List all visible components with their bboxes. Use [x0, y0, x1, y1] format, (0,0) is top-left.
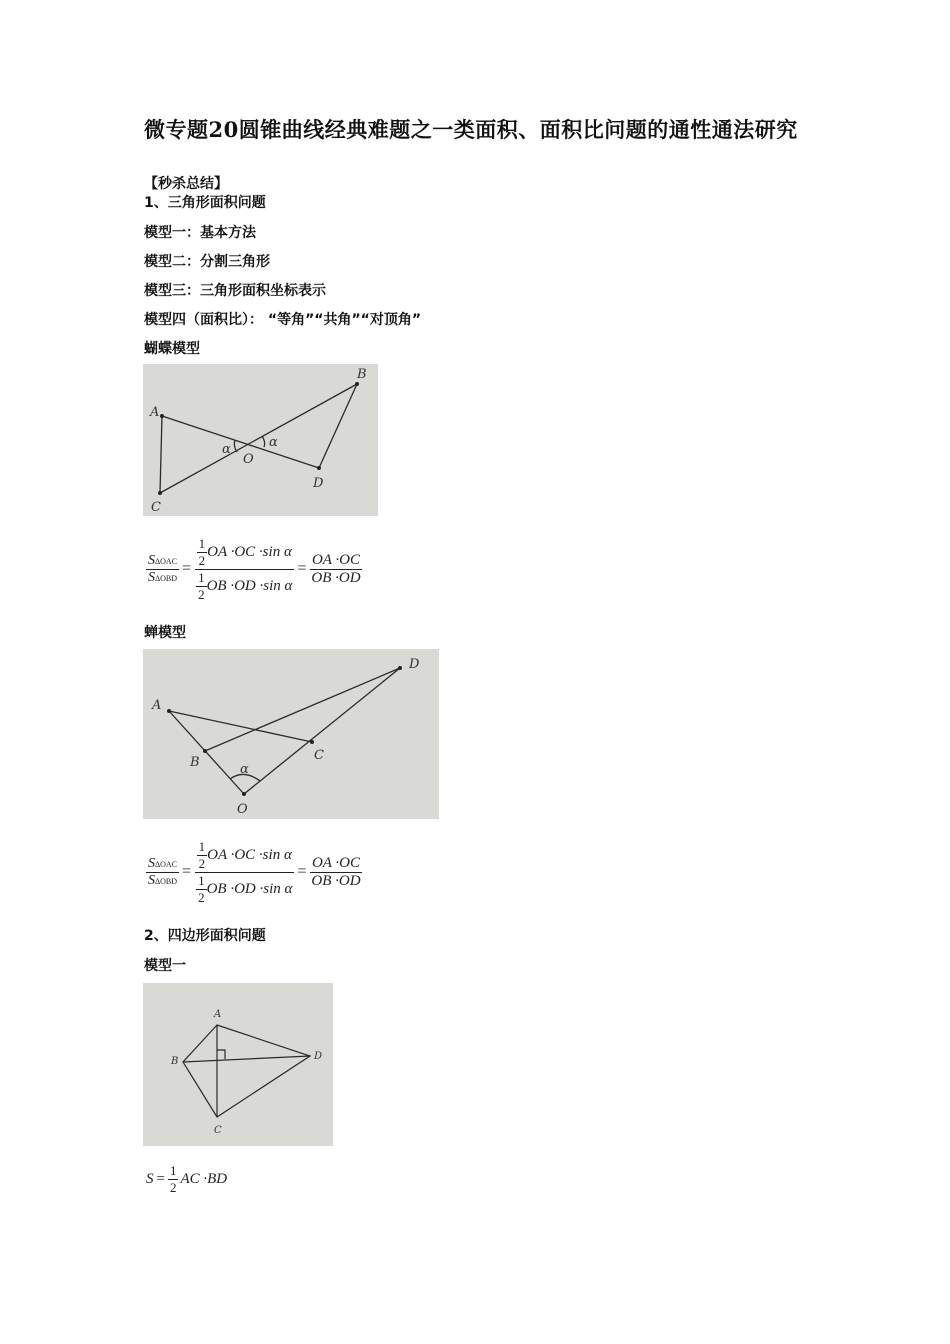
- label-B: B: [171, 1056, 179, 1067]
- butterfly-model-label: 蝴蝶模型: [144, 341, 200, 357]
- quadrilateral-figure: [143, 983, 333, 1146]
- page-title: 微专题20圆锥曲线经典难题之一类面积、面积比问题的通性通法研究: [144, 117, 798, 142]
- heading-quadrilateral-area: 2、四边形面积问题: [144, 928, 266, 944]
- cicada-figure: [143, 649, 439, 819]
- segment-BD: [205, 668, 400, 751]
- segment-AC: [160, 416, 162, 493]
- model-4-label: 模型四（面积比）： “等角”“共角”“对顶角”: [144, 312, 422, 328]
- model-3-label: 模型三：三角形面积坐标表示: [144, 283, 326, 299]
- heading-triangle-area: 1、三角形面积问题: [144, 195, 266, 211]
- quad-model-1-label: 模型一: [144, 958, 186, 974]
- label-alpha: α: [240, 762, 249, 777]
- diagonal-BD: [183, 1056, 310, 1062]
- segment-AD: [162, 416, 319, 468]
- cicada-model-label: 蝉模型: [144, 625, 186, 641]
- label-B: B: [357, 367, 367, 382]
- segment-BD: [319, 384, 357, 468]
- label-C: C: [314, 748, 324, 763]
- label-C: C: [151, 500, 161, 515]
- label-C: C: [214, 1125, 222, 1136]
- section-tag: 【秒杀总结】: [144, 176, 228, 192]
- label-D: D: [314, 1051, 323, 1062]
- segment-AC: [169, 711, 312, 742]
- cicada-area-ratio-formula: $\frac{\text{SΔOAC}}{\text{SΔOBD}}$ = $\frac{1}{2}$ OA ·OC ·sin α $\frac{1}{2}$ OB ·OD ·sin α = $\frac{OA \cdot OC}{OB \cdot OD}$: [148, 838, 361, 905]
- angle-arc-right: [262, 436, 265, 447]
- label-A: A: [214, 1009, 222, 1020]
- label-A: A: [152, 698, 162, 713]
- segment-CB: [160, 384, 357, 493]
- angle-arc-left: [234, 440, 237, 452]
- model-2-label: 模型二：分割三角形: [144, 254, 270, 270]
- segment-OA: [169, 711, 244, 794]
- segment-OD: [244, 668, 400, 794]
- butterfly-area-ratio-formula: $\frac{\text{SΔOAC}}{\text{SΔOBD}}$ = $\frac{1}{2}$ OA ·OC ·sin α $\frac{1}{2}$ OB ·OD ·sin α = $\frac{OA \cdot OC}{OB \cdot OD}$: [148, 535, 361, 602]
- label-D: D: [409, 657, 420, 672]
- quadrilateral-ABCD: [183, 1025, 310, 1117]
- label-alpha-left: α: [222, 442, 231, 457]
- label-A: A: [150, 405, 160, 420]
- label-O: O: [237, 802, 248, 817]
- model-1-label: 模型一：基本方法: [144, 225, 256, 241]
- label-B: B: [190, 755, 200, 770]
- quadrilateral-area-formula: S = $\frac{1}{2}$ AC ·BD: [146, 1162, 228, 1195]
- right-angle-mark: [217, 1050, 225, 1059]
- label-O: O: [243, 452, 254, 467]
- butterfly-figure: [143, 364, 378, 516]
- label-D: D: [313, 476, 324, 491]
- label-alpha-right: α: [269, 435, 278, 450]
